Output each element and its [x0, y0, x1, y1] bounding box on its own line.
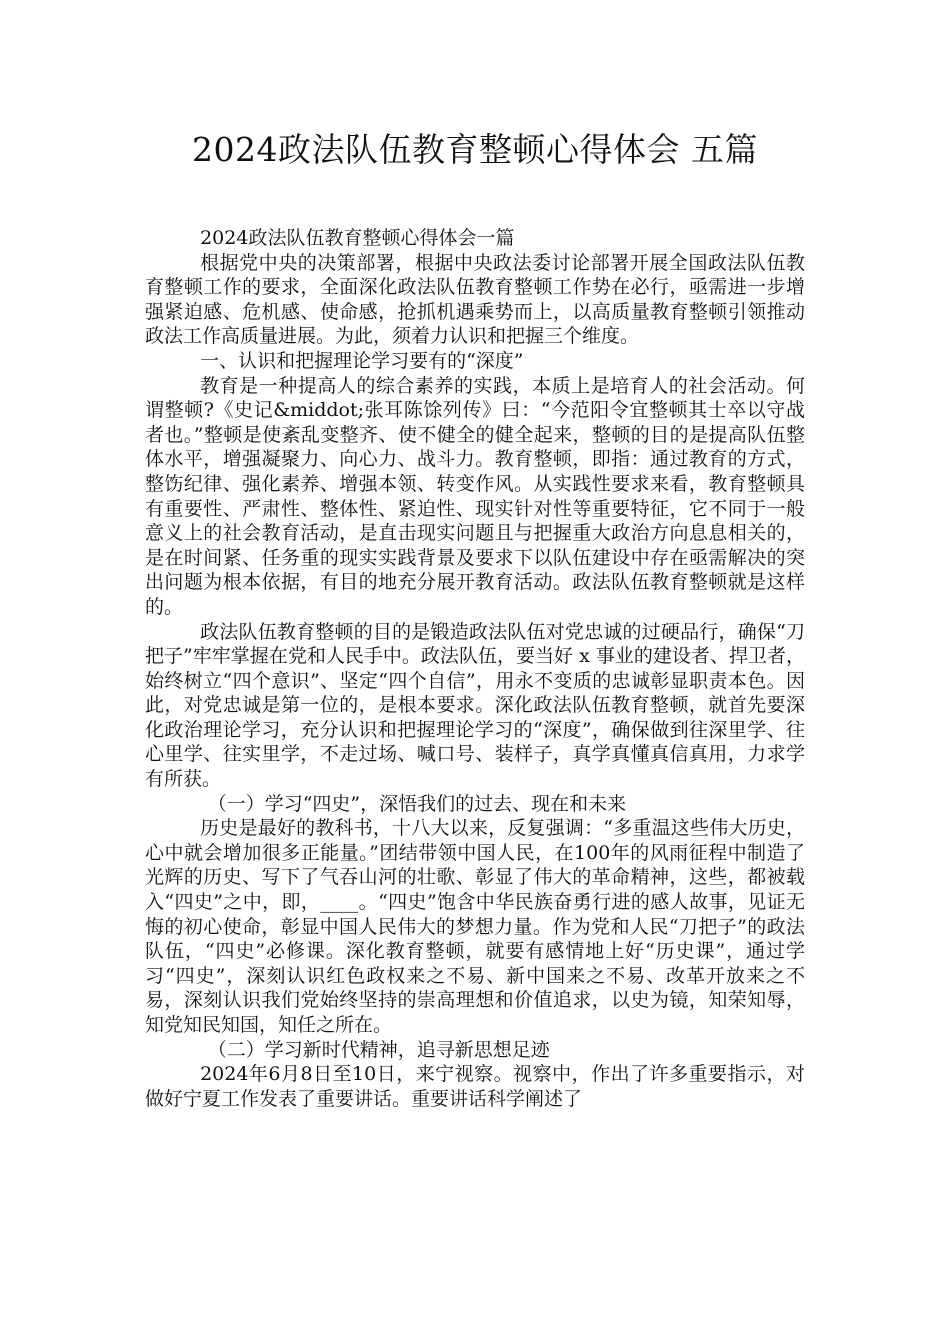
subsection-heading: （二）学习新时代精神，追寻新思想足迹: [207, 1038, 550, 1061]
section-subtitle: 2024政法队伍教育整顿心得体会一篇: [200, 227, 515, 249]
document-body: [145, 226, 805, 1111]
section-heading: 一、认识和把握理论学习要有的“深度”: [200, 349, 524, 372]
paragraph: 2024年6月8日至10日，来宁视察。视察中，作出了许多重要指示，对做好宁夏工作发表了重要讲话。重要讲话科学阐述了: [145, 1063, 805, 1110]
document-title: 2024政法队伍教育整顿心得体会 五篇: [192, 130, 758, 169]
paragraph: 教育是一种提高人的综合素养的实践，本质上是培育人的社会活动。何谓整顿?《史记&middot;张耳陈馀列传》曰：“今范阳令宜整顿其士卒以守战者也。”整顿是使紊乱变整齐、使不健全的健全起来，整顿的目的是提高队伍整体水平，增强凝聚力、向心力、战斗力。教育整顿，即指：通过教育的方式，整饬纪律、强化素养、增强本领、转变作风。从实践性要求来看，教育整顿具有重要性、严肃性、整体性、紧迫性、现实针对性等重要特征，它不同于一般意义上的社会教育活动，是直击现实问题且与把握重大政治方向息息相关的，是在时间紧、任务重的现实实践背景及要求下以队伍建设中存在亟需解决的突出问题为根本依据，有目的地充分展开教育活动。政法队伍教育整顿就是这样的。: [145, 374, 805, 618]
paragraph: 政法队伍教育整顿的目的是锻造政法队伍对党忠诚的过硬品行，确保“刀把子”牢牢掌握在党和人民手中。政法队伍，要当好 x 事业的建设者、捍卫者，始终树立“四个意识”、坚定“四个自信”，用永不变质的忠诚彰显职责本色。因此，对党忠诚是第一位的，是根本要求。深化政法队伍教育整顿，就首先要深化政治理论学习，充分认识和把握理论学习的“深度”，确保做到往深里学、往心里学、往实里学，不走过场、喊口号、装样子，真学真懂真信真用，力求学有所获。: [145, 620, 805, 791]
paragraph: 根据党中央的决策部署，根据中央政法委讨论部署开展全国政法队伍教育整顿工作的要求，全面深化政法队伍教育整顿工作势在必行，亟需进一步增强紧迫感、危机感、使命感，抢抓机遇乘势而上，以高质量教育整顿引领推动政法工作高质量进展。为此，须着力认识和把握三个维度。: [145, 251, 805, 348]
paragraph: 历史是最好的教科书，十八大以来，反复强调：“多重温这些伟大历史，心中就会增加很多正能量。”团结带领中国人民，在100年的风雨征程中制造了光辉的历史、写下了气吞山河的壮歌、彰显了伟大的革命精神，这些，都被载入“四史”之中，即，____。“四史”饱含中华民族奋勇行进的感人故事，见证无悔的初心使命，彰显中国人民伟大的梦想力量。作为党和人民“刀把子”的政法队伍，“四史”必修课。深化教育整顿，就要有感情地上好“历史课”，通过学习“四史”，深刻认识红色政权来之不易、新中国来之不易、改革开放来之不易，深刻认识我们党始终坚持的崇高理想和价值追求，以史为镜，知荣知辱，知党知民知国，知任之所在。: [145, 817, 805, 1036]
subsection-heading: （一）学习“四史”，深悟我们的过去、现在和未来: [207, 792, 627, 815]
